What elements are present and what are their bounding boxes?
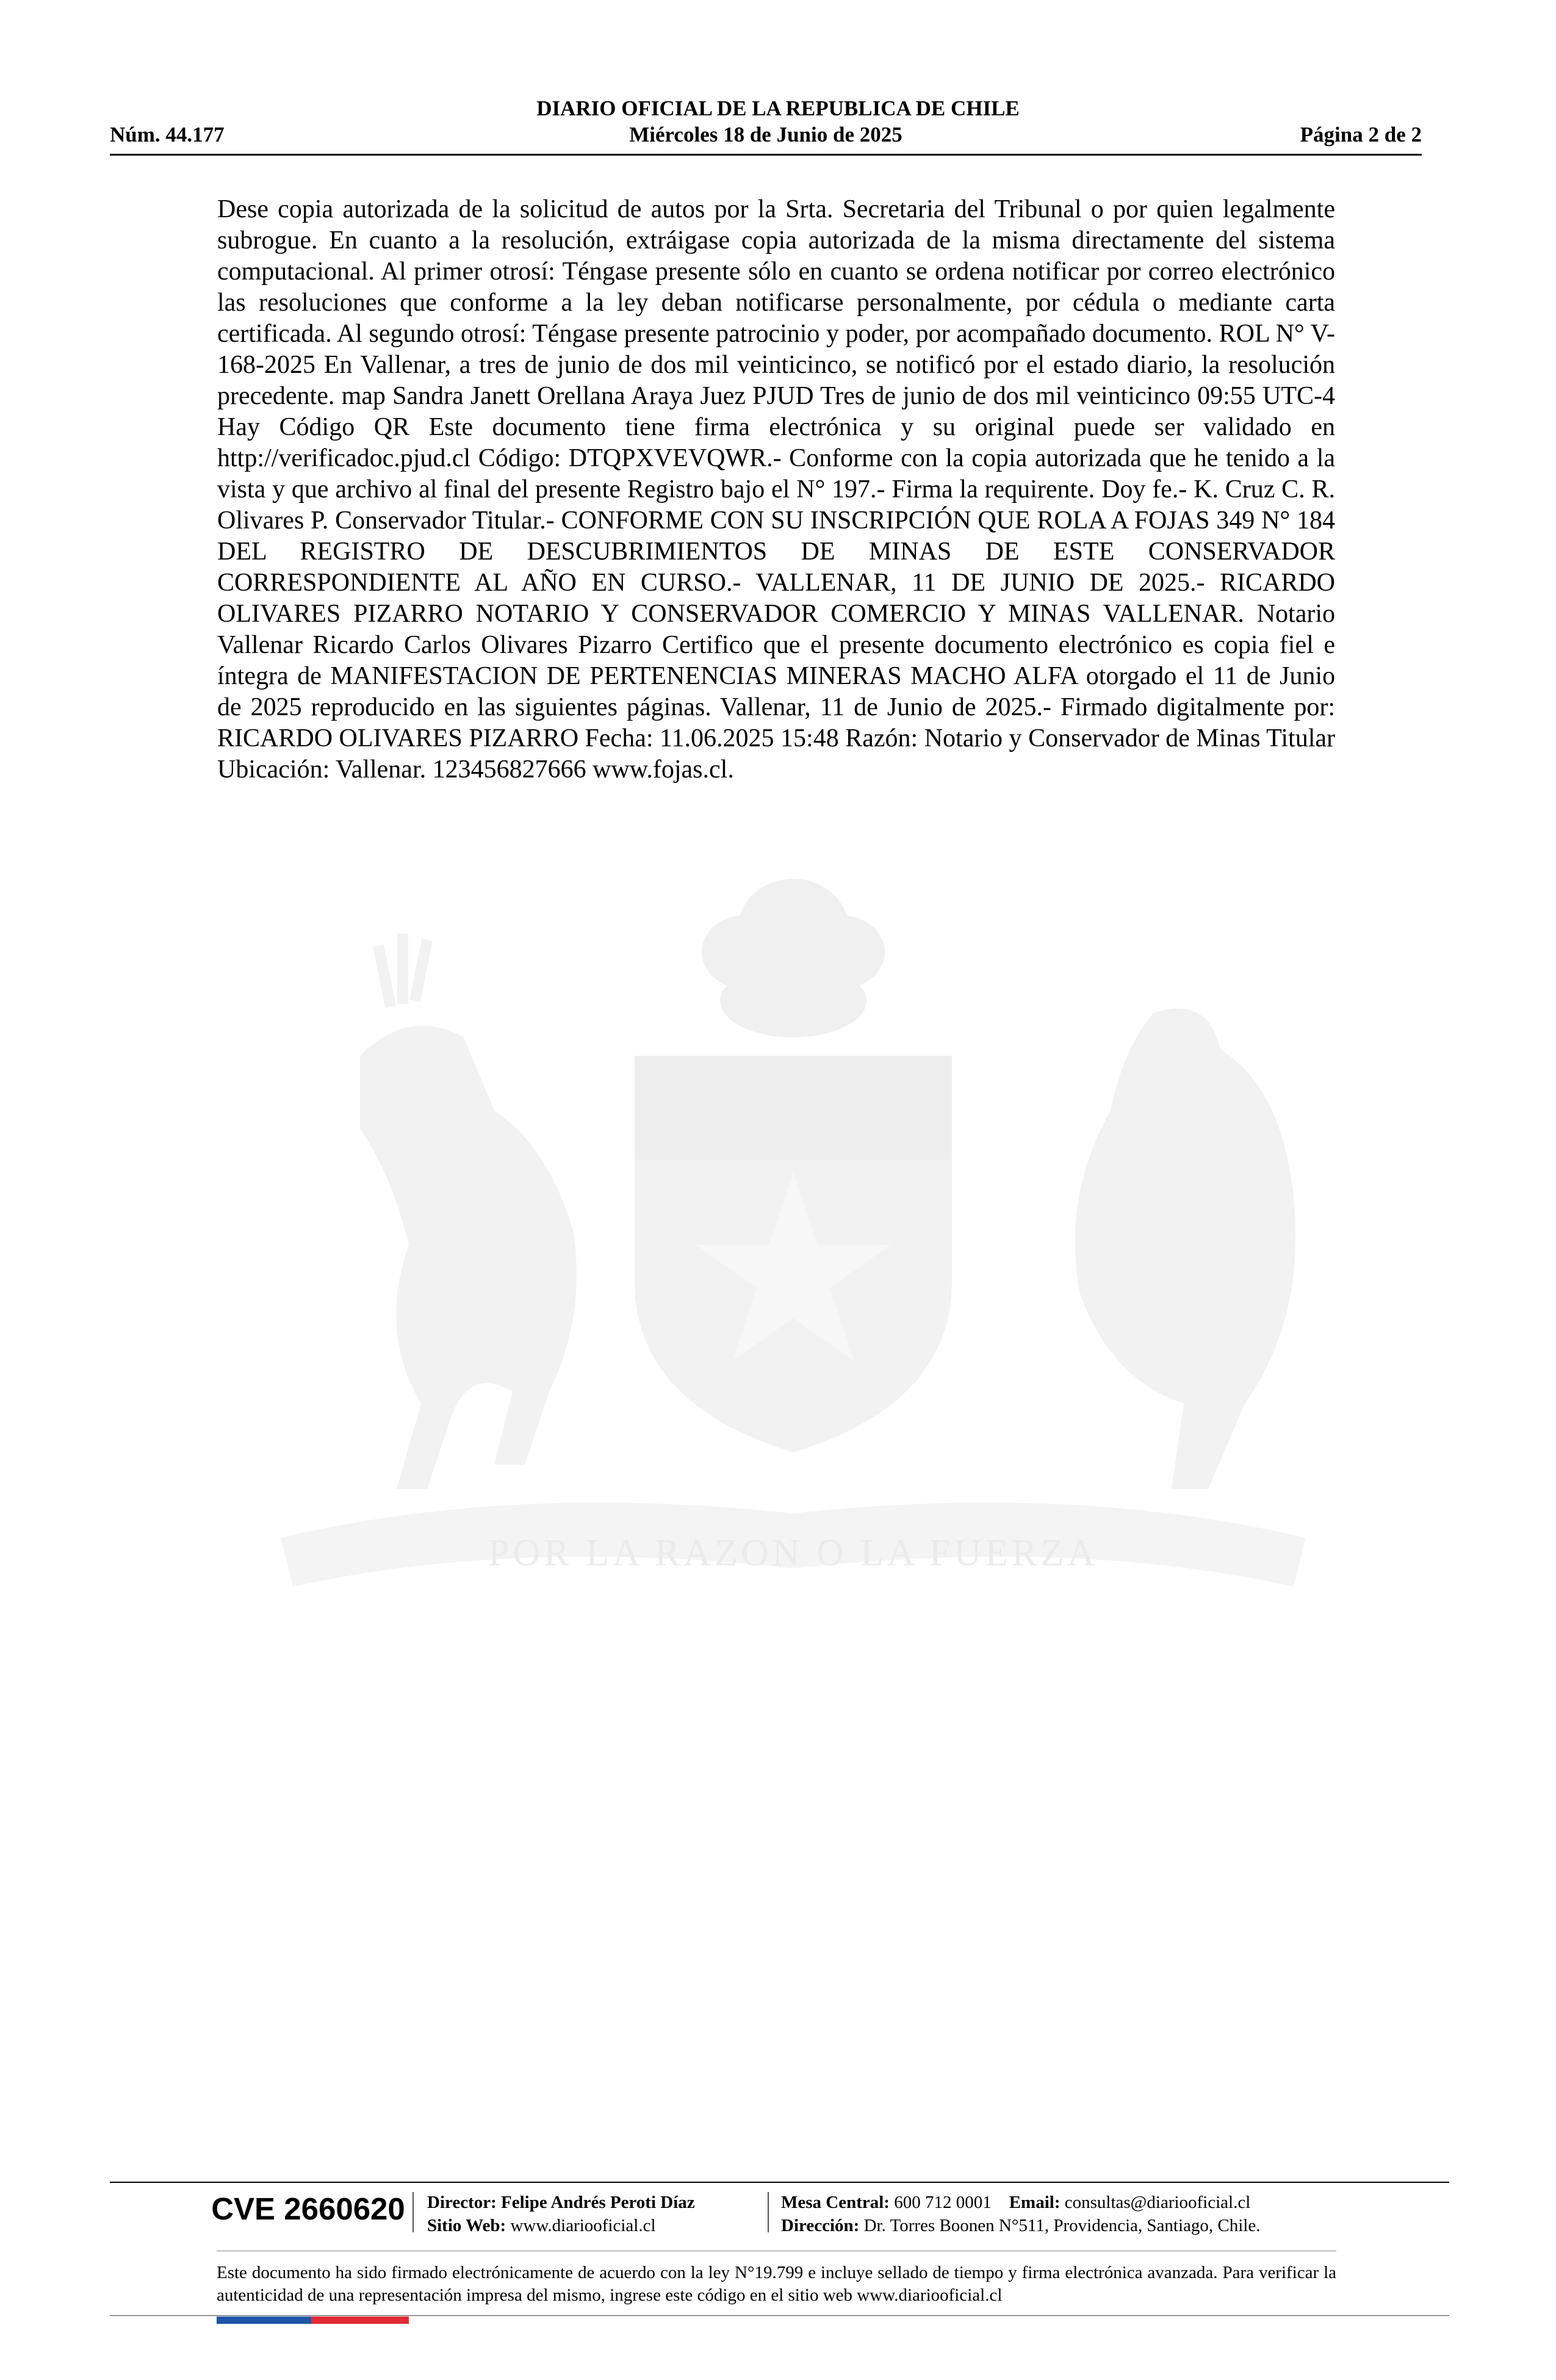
coat-of-arms-watermark [207, 854, 1367, 1678]
email-label: Email: [1009, 2193, 1061, 2212]
email-link[interactable]: consultas@diariooficial.cl [1064, 2193, 1251, 2212]
address-value: Dr. Torres Boonen N°511, Providencia, Santiago, Chile. [863, 2216, 1261, 2235]
phone-value: 600 712 0001 [894, 2193, 992, 2212]
footer-divider-bottom [110, 2315, 1449, 2316]
website-link[interactable]: www.diariooficial.cl [510, 2216, 656, 2235]
motto-text: POR LA RAZON O LA FUERZA [488, 1532, 1099, 1574]
header-row [110, 122, 1422, 148]
phone-label: Mesa Central: [781, 2193, 890, 2212]
newspaper-title: DIARIO OFICIAL DE LA REPUBLICA DE CHILE [536, 96, 1020, 120]
issue-date: Miércoles 18 de Junio de 2025 [629, 123, 902, 146]
director-label: Director: [427, 2193, 497, 2212]
director-name: Felipe Andrés Peroti Díaz [501, 2193, 695, 2212]
flag-stripe-red [311, 2317, 409, 2324]
electronic-signature-note: Este documento ha sido firmado electrónicamente de acuerdo con la ley N°19.799 e incluye sellado de tiempo y firma electrónica avanzada. Para verificar la autenticidad de una representación impresa del mismo, ingrese este código en el sitio web www.diariooficial.cl [217, 2263, 1336, 2305]
address-label: Dirección: [781, 2216, 860, 2235]
document-body: Dese copia autorizada de la solicitud de autos por la Srta. Secretaria del Tribunal o por quien legalmente subrogue. En cuanto a la resolución, extráigase copia autorizada de la misma directamente del sistema computacional. Al primer otrosí: Téngase presente sólo en cuanto se ordena notificar por correo electrónico las resoluciones que conforme a la ley deban notificarse personalmente, por cédula o mediante carta certificada. Al segundo otrosí: Téngase presente patrocinio y poder, por acompañado documento. ROL N° V-168-2025 En Vallenar, a tres de junio de dos mil veinticinco, se notificó por el estado diario, la resolución precedente. map Sandra Janett Orellana Araya Juez PJUD Tres de junio de dos mil veinticinco 09:55 UTC-4 Hay Código QR Este documento tiene firma electrónica y su original puede ser validado en http://verificadoc.pjud.cl Código: DTQPXVEVQWR.- Conforme con la copia autorizada que he tenido a la vista y que archivo al final del presente Registro bajo el N° 197.- Firma la requirente. Doy fe.- K. Cruz C. R. Olivares P. Conservador Titular.- CONFORME CON SU INSCRIPCIÓN QUE ROLA A FOJAS 349 N° 184 DEL REGISTRO DE DESCUBRIMIENTOS DE MINAS DE ESTE CONSERVADOR CORRESPONDIENTE AL AÑO EN CURSO.- VALLENAR, 11 DE JUNIO DE 2025.- RICARDO OLIVARES PIZARRO NOTARIO Y CONSERVADOR COMERCIO Y MINAS VALLENAR. Notario Vallenar Ricardo Carlos Olivares Pizarro Certifico que el presente documento electrónico es copia fiel e íntegra de MANIFESTACION DE PERTENENCIAS MINERAS MACHO ALFA otorgado el 11 de Junio de 2025 reproducido en las siguientes páginas. Vallenar, 11 de Junio de 2025.- Firmado digitalmente por: RICARDO OLIVARES PIZARRO Fecha: 11.06.2025 15:48 Razón: Notario y Conservador de Minas Titular Ubicación: Vallenar. 123456827666 www.fojas.cl. [217, 195, 1335, 784]
footer-director-block [427, 2191, 695, 2237]
flag-stripe-blue [217, 2317, 311, 2324]
issue-number: Núm. 44.177 [110, 123, 225, 146]
header-divider [110, 154, 1422, 156]
footer-divider-top [110, 2182, 1449, 2183]
footer-separator-1 [412, 2192, 414, 2232]
page-indicator: Página 2 de 2 [1300, 123, 1422, 146]
website-label: Sitio Web: [427, 2216, 506, 2235]
cve-code: CVE 2660620 [211, 2191, 405, 2226]
footer-contact-block [781, 2191, 1260, 2237]
footer-separator-2 [768, 2192, 769, 2232]
